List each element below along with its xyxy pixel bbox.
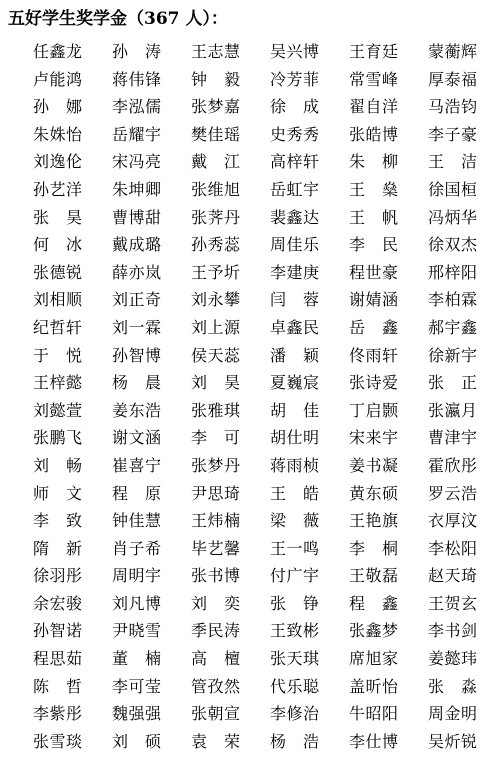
student-name: 魏强强 bbox=[112, 704, 162, 724]
student-name: 衣厚汶 bbox=[428, 511, 478, 531]
student-name: 曹博甜 bbox=[112, 207, 162, 227]
student-name: 侯天蕊 bbox=[191, 345, 241, 365]
student-name: 张荠丹 bbox=[191, 207, 241, 227]
student-name: 史秀秀 bbox=[270, 124, 320, 144]
student-name: 盖昕怡 bbox=[349, 676, 399, 696]
student-name: 王 帆 bbox=[349, 207, 399, 227]
student-name: 王致彬 bbox=[270, 621, 320, 641]
student-name: 王敬磊 bbox=[349, 566, 399, 586]
student-name: 刘上源 bbox=[191, 317, 241, 337]
student-name: 谢婧涵 bbox=[349, 290, 399, 310]
student-name: 卢能鸿 bbox=[33, 69, 83, 89]
student-name: 王 洁 bbox=[428, 152, 478, 172]
student-name: 管孜然 bbox=[191, 676, 241, 696]
student-name: 李柏霖 bbox=[428, 290, 478, 310]
student-name: 董 楠 bbox=[112, 649, 162, 669]
student-name: 徐新宇 bbox=[428, 345, 478, 365]
student-name: 孙 涛 bbox=[112, 42, 162, 61]
student-name: 张天琪 bbox=[270, 649, 320, 669]
student-name: 蒙蘅辉 bbox=[428, 42, 478, 61]
student-name: 师 文 bbox=[33, 483, 83, 503]
student-name: 王 皓 bbox=[270, 483, 320, 503]
student-name: 刘逸伦 bbox=[33, 152, 83, 172]
student-name: 宋来宇 bbox=[349, 428, 399, 448]
student-name: 李仕博 bbox=[349, 731, 399, 751]
student-name: 姜懿玮 bbox=[428, 649, 478, 669]
student-name: 吴兴博 bbox=[270, 42, 320, 61]
section-title: 五好学生奖学金（367 人）： bbox=[8, 9, 228, 29]
student-name: 牛昭阳 bbox=[349, 704, 399, 724]
student-name: 马浩钧 bbox=[428, 97, 478, 117]
student-name: 谢文涵 bbox=[112, 428, 162, 448]
student-name: 李子豪 bbox=[428, 124, 478, 144]
student-name: 孙智博 bbox=[112, 345, 162, 365]
student-name: 夏巍宸 bbox=[270, 373, 320, 393]
student-name: 刘一霖 bbox=[112, 317, 162, 337]
student-name: 刘相顺 bbox=[33, 290, 83, 310]
student-name: 邢梓阳 bbox=[428, 262, 478, 282]
student-name: 张梦嘉 bbox=[191, 97, 241, 117]
student-name: 张诗爱 bbox=[349, 373, 399, 393]
student-name: 纪哲轩 bbox=[33, 317, 83, 337]
student-name: 高梓轩 bbox=[270, 152, 320, 172]
student-name: 佟雨轩 bbox=[349, 345, 399, 365]
student-name: 岳虹宇 bbox=[270, 179, 320, 199]
student-name: 岳 鑫 bbox=[349, 317, 399, 337]
student-name: 朱坤卿 bbox=[112, 179, 162, 199]
student-name: 崔喜宁 bbox=[112, 455, 162, 475]
student-name: 张皓博 bbox=[349, 124, 399, 144]
student-name: 徐羽彤 bbox=[33, 566, 83, 586]
student-name: 周金明 bbox=[428, 704, 478, 724]
student-name: 钟佳慧 bbox=[112, 511, 162, 531]
student-name: 李书剑 bbox=[428, 621, 478, 641]
student-name: 张书博 bbox=[191, 566, 241, 586]
student-name: 程 鑫 bbox=[349, 593, 399, 613]
student-name: 胡 佳 bbox=[270, 400, 320, 420]
student-name: 戴成璐 bbox=[112, 235, 162, 255]
student-name: 梁 薇 bbox=[270, 511, 320, 531]
student-name: 陈 哲 bbox=[33, 676, 83, 696]
student-name: 李 可 bbox=[191, 428, 241, 448]
student-name: 蒋雨桢 bbox=[270, 455, 320, 475]
student-name: 尹思琦 bbox=[191, 483, 241, 503]
student-name: 张 淼 bbox=[428, 676, 478, 696]
student-name: 王一鸣 bbox=[270, 538, 320, 558]
student-name: 黄东硕 bbox=[349, 483, 399, 503]
student-name: 李修治 bbox=[270, 704, 320, 724]
student-name: 王梓懿 bbox=[33, 373, 83, 393]
student-name: 冯炳华 bbox=[428, 207, 478, 227]
student-name: 裴鑫达 bbox=[270, 207, 320, 227]
student-name: 王 燊 bbox=[349, 179, 399, 199]
student-name: 付广宇 bbox=[270, 566, 320, 586]
student-name: 李建庚 bbox=[270, 262, 320, 282]
student-name: 张维旭 bbox=[191, 179, 241, 199]
student-name: 张 铮 bbox=[270, 593, 320, 613]
student-name: 张瀛月 bbox=[428, 400, 478, 420]
student-name: 李可莹 bbox=[112, 676, 162, 696]
student-name: 刘懿萱 bbox=[33, 400, 83, 420]
student-name: 郝宇鑫 bbox=[428, 317, 478, 337]
student-name: 徐国桓 bbox=[428, 179, 478, 199]
student-name: 季民涛 bbox=[191, 621, 241, 641]
student-name: 刘 奕 bbox=[191, 593, 241, 613]
student-name: 刘 硕 bbox=[112, 731, 162, 751]
student-name: 程世豪 bbox=[349, 262, 399, 282]
student-name: 潘 颖 bbox=[270, 345, 320, 365]
student-name: 闫 蓉 bbox=[270, 290, 320, 310]
student-name: 袁 荣 bbox=[191, 731, 241, 751]
student-name: 周佳乐 bbox=[270, 235, 320, 255]
student-name: 蒋伟锋 bbox=[112, 69, 162, 89]
student-name: 钟 毅 bbox=[191, 69, 241, 89]
student-name: 刘 畅 bbox=[33, 455, 83, 475]
student-name: 卓鑫民 bbox=[270, 317, 320, 337]
student-name: 胡仕明 bbox=[270, 428, 320, 448]
student-name: 孙 娜 bbox=[33, 97, 83, 117]
student-name: 常雪峰 bbox=[349, 69, 399, 89]
student-name: 程思茹 bbox=[33, 649, 83, 669]
student-name: 薛亦岚 bbox=[112, 262, 162, 282]
student-name: 李松阳 bbox=[428, 538, 478, 558]
student-name: 李紫彤 bbox=[33, 704, 83, 724]
student-name: 张 正 bbox=[428, 373, 478, 393]
student-name: 刘 昊 bbox=[191, 373, 241, 393]
student-name: 刘永攀 bbox=[191, 290, 241, 310]
student-name: 张 昊 bbox=[33, 207, 83, 227]
student-name: 任鑫龙 bbox=[33, 42, 83, 61]
name-grid bbox=[33, 38, 499, 755]
student-name: 丁启颢 bbox=[349, 400, 399, 420]
student-name: 张鹏飞 bbox=[33, 428, 83, 448]
student-name: 姜书凝 bbox=[349, 455, 399, 475]
student-name: 尹晓雪 bbox=[112, 621, 162, 641]
student-name: 高 檀 bbox=[191, 649, 241, 669]
student-name: 姜东浩 bbox=[112, 400, 162, 420]
student-name: 孙艺洋 bbox=[33, 179, 83, 199]
student-name: 王志慧 bbox=[191, 42, 241, 61]
student-name: 张雅琪 bbox=[191, 400, 241, 420]
student-name: 朱姝怡 bbox=[33, 124, 83, 144]
student-name: 孙智诺 bbox=[33, 621, 83, 641]
student-name: 王予圻 bbox=[191, 262, 241, 282]
student-name: 徐双杰 bbox=[428, 235, 478, 255]
student-name: 戴 江 bbox=[191, 152, 241, 172]
student-name: 岳耀宇 bbox=[112, 124, 162, 144]
student-name: 王育廷 bbox=[349, 42, 399, 61]
student-name: 张朝宣 bbox=[191, 704, 241, 724]
student-name: 代乐聪 bbox=[270, 676, 320, 696]
student-name: 何 冰 bbox=[33, 235, 83, 255]
student-name: 樊佳瑶 bbox=[191, 124, 241, 144]
student-name: 李 桐 bbox=[349, 538, 399, 558]
student-name: 席旭家 bbox=[349, 649, 399, 669]
student-name: 刘凡博 bbox=[112, 593, 162, 613]
student-name: 余宏骏 bbox=[33, 593, 83, 613]
student-name: 于 悦 bbox=[33, 345, 83, 365]
student-name: 朱 柳 bbox=[349, 152, 399, 172]
student-name: 赵天琦 bbox=[428, 566, 478, 586]
student-name: 冷芳菲 bbox=[270, 69, 320, 89]
student-name: 李泓儒 bbox=[112, 97, 162, 117]
student-name: 肖子希 bbox=[112, 538, 162, 558]
student-name: 杨 晨 bbox=[112, 373, 162, 393]
student-name: 周明宇 bbox=[112, 566, 162, 586]
student-name: 李 民 bbox=[349, 235, 399, 255]
student-name: 王炜楠 bbox=[191, 511, 241, 531]
student-name: 王贺玄 bbox=[428, 593, 478, 613]
student-name: 隋 新 bbox=[33, 538, 83, 558]
student-name: 霍欣彤 bbox=[428, 455, 478, 475]
student-name: 翟自洋 bbox=[349, 97, 399, 117]
student-name: 吴炘锐 bbox=[428, 731, 478, 751]
student-name: 徐 成 bbox=[270, 97, 320, 117]
student-name: 宋冯亮 bbox=[112, 152, 162, 172]
student-name: 张鑫梦 bbox=[349, 621, 399, 641]
student-name: 张梦丹 bbox=[191, 455, 241, 475]
student-name: 毕艺馨 bbox=[191, 538, 241, 558]
student-name: 张雪琰 bbox=[33, 731, 83, 751]
student-name: 孙秀蕊 bbox=[191, 235, 241, 255]
student-name: 曹津宇 bbox=[428, 428, 478, 448]
student-name: 程 原 bbox=[112, 483, 162, 503]
student-name: 罗云浩 bbox=[428, 483, 478, 503]
student-name: 李 致 bbox=[33, 511, 83, 531]
student-name: 刘正奇 bbox=[112, 290, 162, 310]
student-name: 张德锐 bbox=[33, 262, 83, 282]
student-name: 杨 浩 bbox=[270, 731, 320, 751]
student-name: 厚泰福 bbox=[428, 69, 478, 89]
student-name: 王艳旗 bbox=[349, 511, 399, 531]
